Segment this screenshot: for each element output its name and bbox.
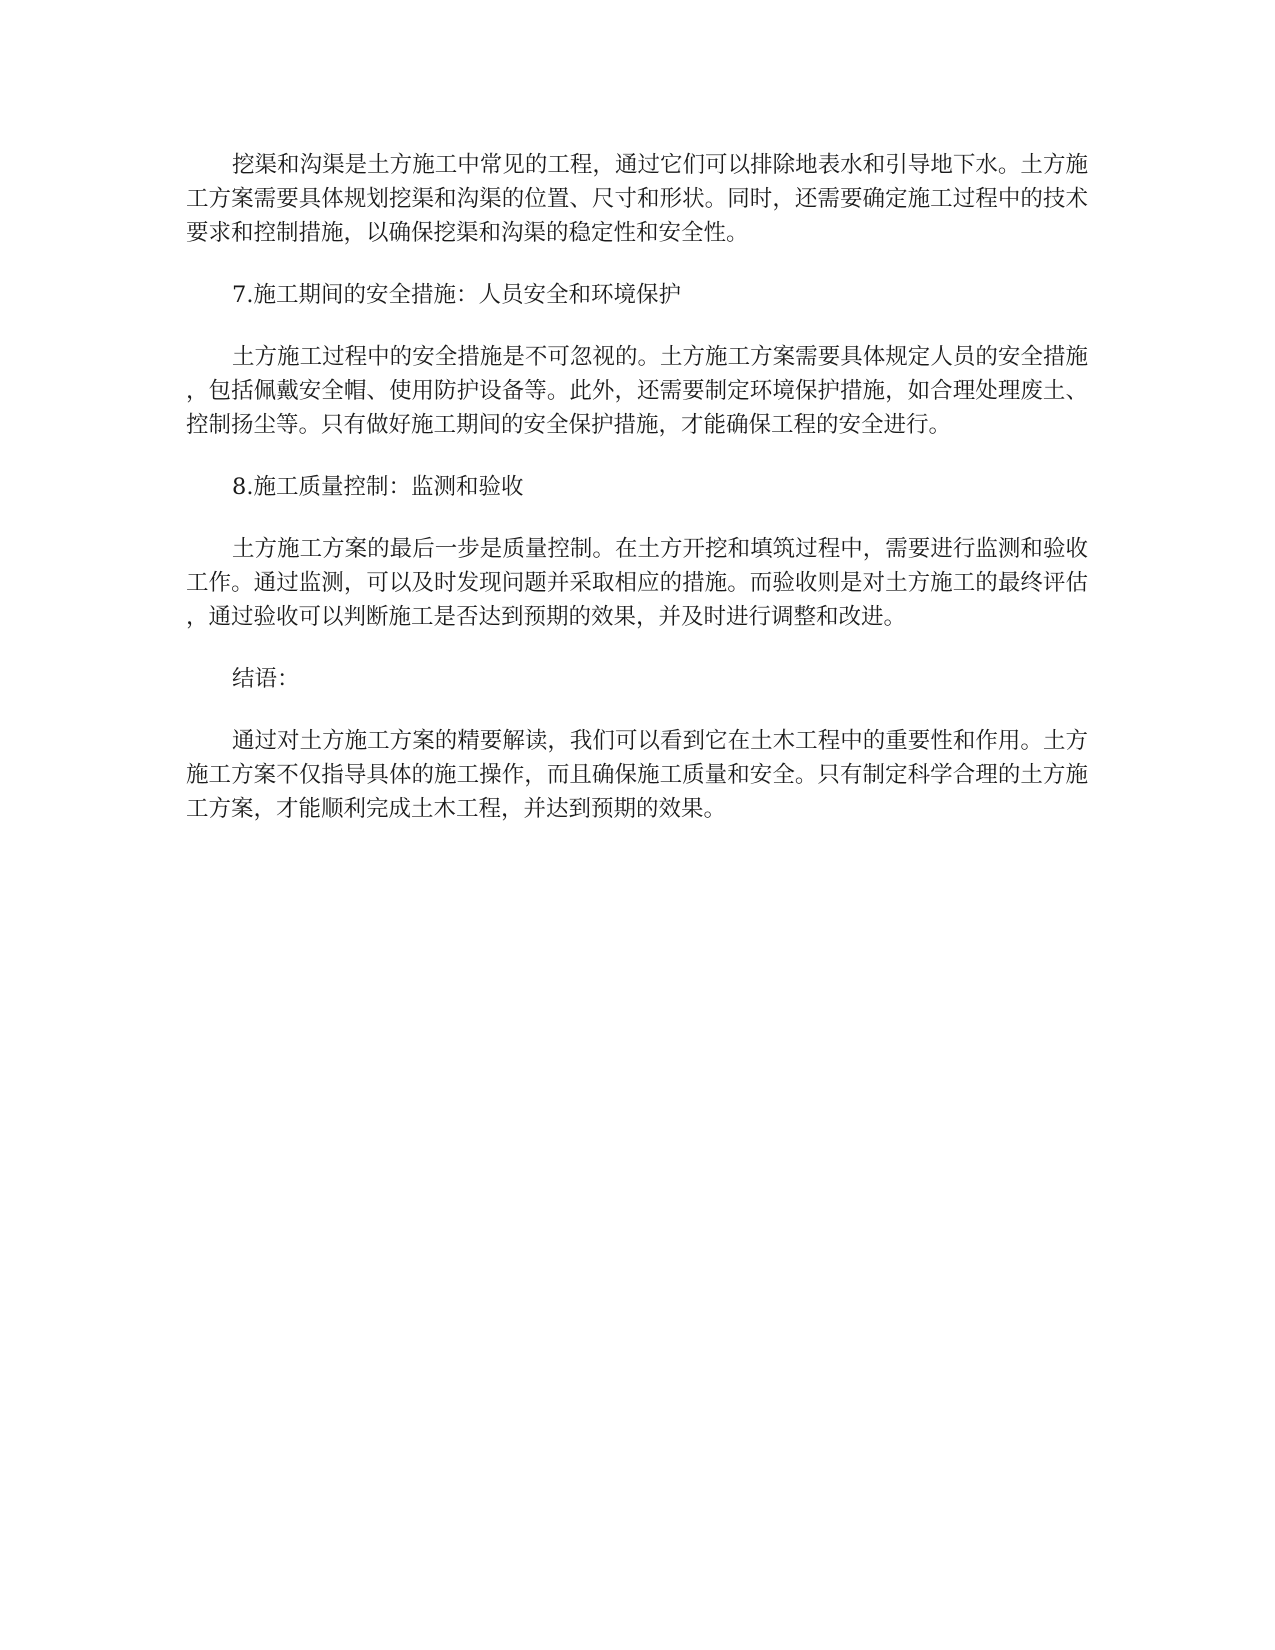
paragraph-safety-measures: 土方施工过程中的安全措施是不可忽视的。土方施工方案需要具体规定人员的安全措施，包括佩戴安全帽、使用防护设备等。此外，还需要制定环境保护措施，如合理处理废土、控制扬尘等。只有做好施工期间的安全保护措施，才能确保工程的安全进行。 [186, 344, 1088, 438]
paragraph-conclusion: 通过对土方施工方案的精要解读，我们可以看到它在土木工程中的重要性和作用。土方施工方案不仅指导具体的施工操作，而且确保施工质量和安全。只有制定科学合理的土方施工方案，才能顺利完成土木工程，并达到预期的效果。 [186, 728, 1088, 822]
paragraph-quality-control: 土方施工方案的最后一步是质量控制。在土方开挖和填筑过程中，需要进行监测和验收工作。通过监测，可以及时发现问题并采取相应的措施。而验收则是对土方施工的最终评估，通过验收可以判断施工是否达到预期的效果，并及时进行调整和改进。 [186, 536, 1088, 630]
heading-conclusion: 结语： [232, 666, 300, 692]
document-body [186, 148, 1088, 826]
heading-safety-measures: 7.施工期间的安全措施：人员安全和环境保护 [232, 282, 681, 308]
paragraph-ditch-construction: 挖渠和沟渠是土方施工中常见的工程，通过它们可以排除地表水和引导地下水。土方施工方案需要具体规划挖渠和沟渠的位置、尺寸和形状。同时，还需要确定施工过程中的技术要求和控制措施，以确保挖渠和沟渠的稳定性和安全性。 [186, 152, 1088, 246]
heading-quality-control: 8.施工质量控制：监测和验收 [232, 474, 524, 500]
